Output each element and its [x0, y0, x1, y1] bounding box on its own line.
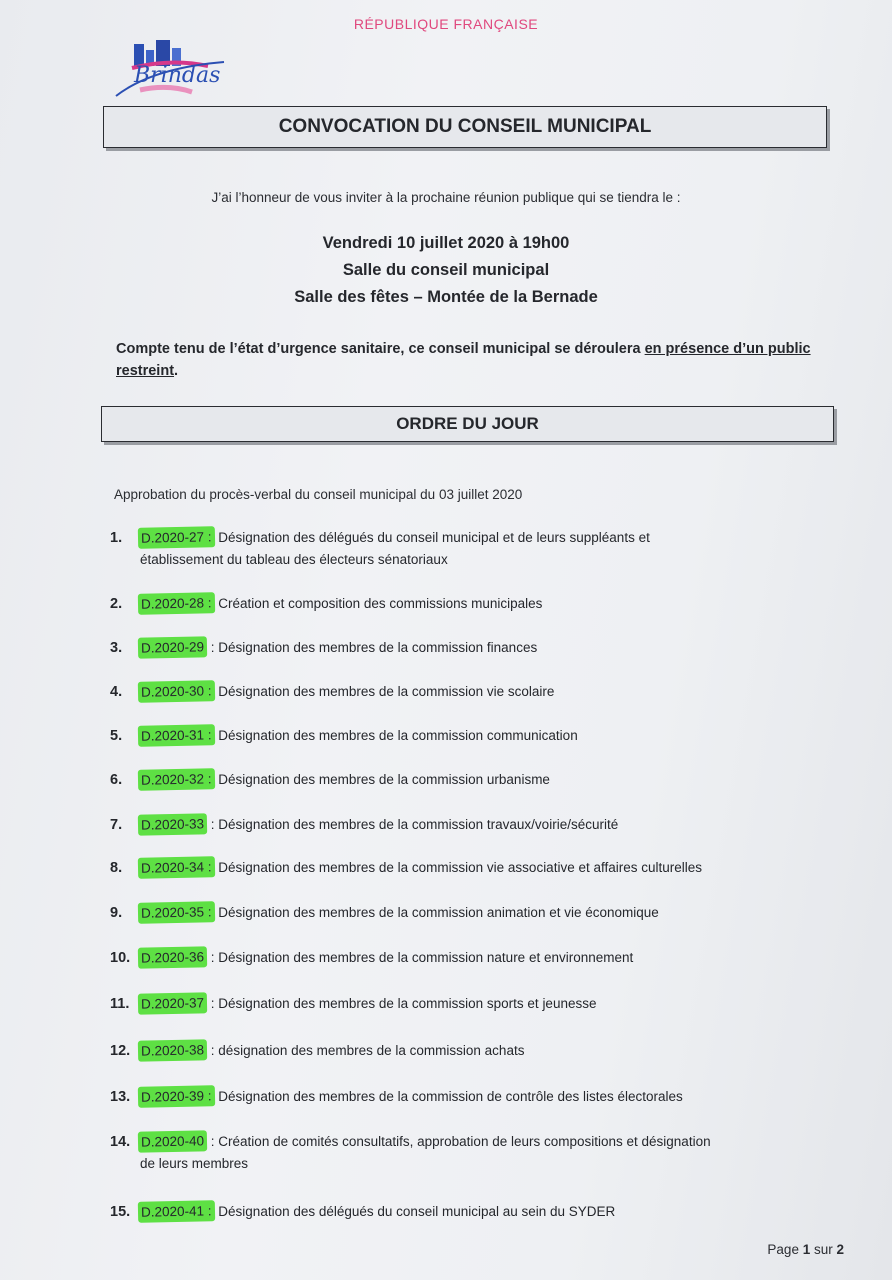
page-title: CONVOCATION DU CONSEIL MUNICIPAL — [278, 116, 652, 137]
item-number: 11. — [110, 996, 130, 1012]
item-text: Désignation des membres de la commission animation et vie économique — [214, 905, 659, 920]
republique-header: RÉPUBLIQUE FRANÇAISE — [353, 16, 539, 32]
svg-text:Brindas: Brindas — [134, 63, 221, 88]
item-number: 7. — [110, 817, 123, 833]
page-current: 1 — [802, 1242, 811, 1257]
item-code: D.2020-34 : — [138, 856, 215, 879]
agenda-item — [110, 857, 830, 879]
meeting-place: Salle des fêtes – Montée de la Bernade — [294, 288, 598, 306]
agenda-item — [110, 902, 830, 924]
item-number: 13. — [110, 1089, 131, 1105]
item-number: 15. — [110, 1204, 131, 1220]
item-number: 3. — [110, 640, 123, 656]
agenda-item — [110, 1086, 830, 1108]
item-text: : Création de comités consultatifs, approbation de leurs compositions et désignation — [207, 1134, 711, 1149]
item-number: 2. — [110, 596, 123, 612]
notice-text: Compte tenu de l’état d’urgence sanitaire, ce conseil municipal se déroulera — [116, 341, 645, 357]
item-text: Désignation des membres de la commission communication — [214, 728, 578, 743]
item-text: Désignation des membres de la commission vie associative et affaires culturelles — [214, 860, 703, 875]
sanitary-notice — [116, 338, 816, 382]
item-code: D.2020-31 : — [138, 724, 215, 747]
item-code: D.2020-39 : — [138, 1085, 215, 1108]
item-code: D.2020-38 — [138, 1039, 207, 1061]
agenda-item — [110, 947, 830, 969]
invitation-intro: J’ai l’honneur de vous inviter à la prochaine réunion publique qui se tiendra le : — [211, 190, 681, 205]
agenda-item — [110, 725, 830, 747]
item-number: 14. — [110, 1134, 131, 1150]
meeting-room: Salle du conseil municipal — [342, 261, 550, 279]
item-code: D.2020-32 : — [138, 768, 215, 791]
item-text: Désignation des membres de la commission vie scolaire — [214, 684, 555, 699]
meeting-date: Vendredi 10 juillet 2020 à 19h00 — [322, 234, 570, 252]
agenda-item — [110, 1040, 830, 1062]
agenda-title-box — [101, 406, 834, 442]
agenda-item — [110, 814, 830, 836]
item-code: D.2020-37 — [138, 992, 207, 1014]
item-text: Désignation des délégués du conseil municipal au sein du SYDER — [214, 1204, 616, 1219]
item-text: : Désignation des membres de la commission sports et jeunesse — [207, 996, 597, 1011]
item-text-continued: de leurs membres — [140, 1156, 249, 1171]
page-total: 2 — [836, 1242, 844, 1257]
page-number — [767, 1242, 844, 1257]
item-text: Désignation des délégués du conseil municipal et de leurs suppléants et — [214, 530, 650, 545]
item-code: D.2020-33 — [138, 813, 207, 835]
item-text: Désignation des membres de la commission urbanisme — [214, 772, 550, 787]
approbation-line: Approbation du procès-verbal du conseil municipal du 03 juillet 2020 — [114, 487, 523, 502]
page-title-box — [103, 106, 827, 148]
item-number: 5. — [110, 728, 123, 744]
agenda-item — [110, 1201, 830, 1223]
item-number: 10. — [110, 950, 131, 966]
item-number: 12. — [110, 1043, 131, 1059]
item-code: D.2020-28 : — [138, 592, 215, 615]
item-code: D.2020-30 : — [138, 680, 215, 703]
agenda-item — [110, 637, 830, 659]
notice-end: . — [174, 363, 179, 379]
item-text: : désignation des membres de la commission achats — [207, 1043, 525, 1058]
agenda-item — [110, 769, 830, 791]
item-code: D.2020-35 : — [138, 901, 215, 924]
agenda-item — [110, 1131, 830, 1174]
item-number: 9. — [110, 905, 123, 921]
item-text: Désignation des membres de la commission de contrôle des listes électorales — [214, 1089, 683, 1104]
item-code: D.2020-36 — [138, 946, 207, 968]
item-code: D.2020-27 : — [138, 526, 215, 549]
agenda-item — [110, 681, 830, 703]
page-label: Page — [767, 1242, 803, 1257]
item-number: 1. — [110, 530, 123, 546]
item-code: D.2020-29 — [138, 636, 207, 658]
item-code: D.2020-40 — [138, 1130, 207, 1152]
item-number: 6. — [110, 772, 123, 788]
agenda-title: ORDRE DU JOUR — [396, 414, 539, 433]
agenda-item — [110, 593, 830, 615]
page-separator: sur — [810, 1242, 837, 1257]
item-text: : Désignation des membres de la commission finances — [207, 640, 538, 655]
notice-underlined: en présence d’un public restreint — [116, 341, 811, 379]
item-text: : Désignation des membres de la commission nature et environnement — [207, 950, 634, 965]
item-text: : Désignation des membres de la commission travaux/voirie/sécurité — [207, 817, 619, 832]
item-text: Création et composition des commissions municipales — [214, 596, 543, 611]
brindas-logo — [112, 38, 230, 100]
item-number: 8. — [110, 860, 123, 876]
item-text-continued: établissement du tableau des électeurs sénatoriaux — [140, 552, 448, 567]
item-number: 4. — [110, 684, 123, 700]
agenda-item — [110, 527, 830, 570]
item-code: D.2020-41 : — [138, 1200, 215, 1223]
agenda-item — [110, 993, 830, 1015]
